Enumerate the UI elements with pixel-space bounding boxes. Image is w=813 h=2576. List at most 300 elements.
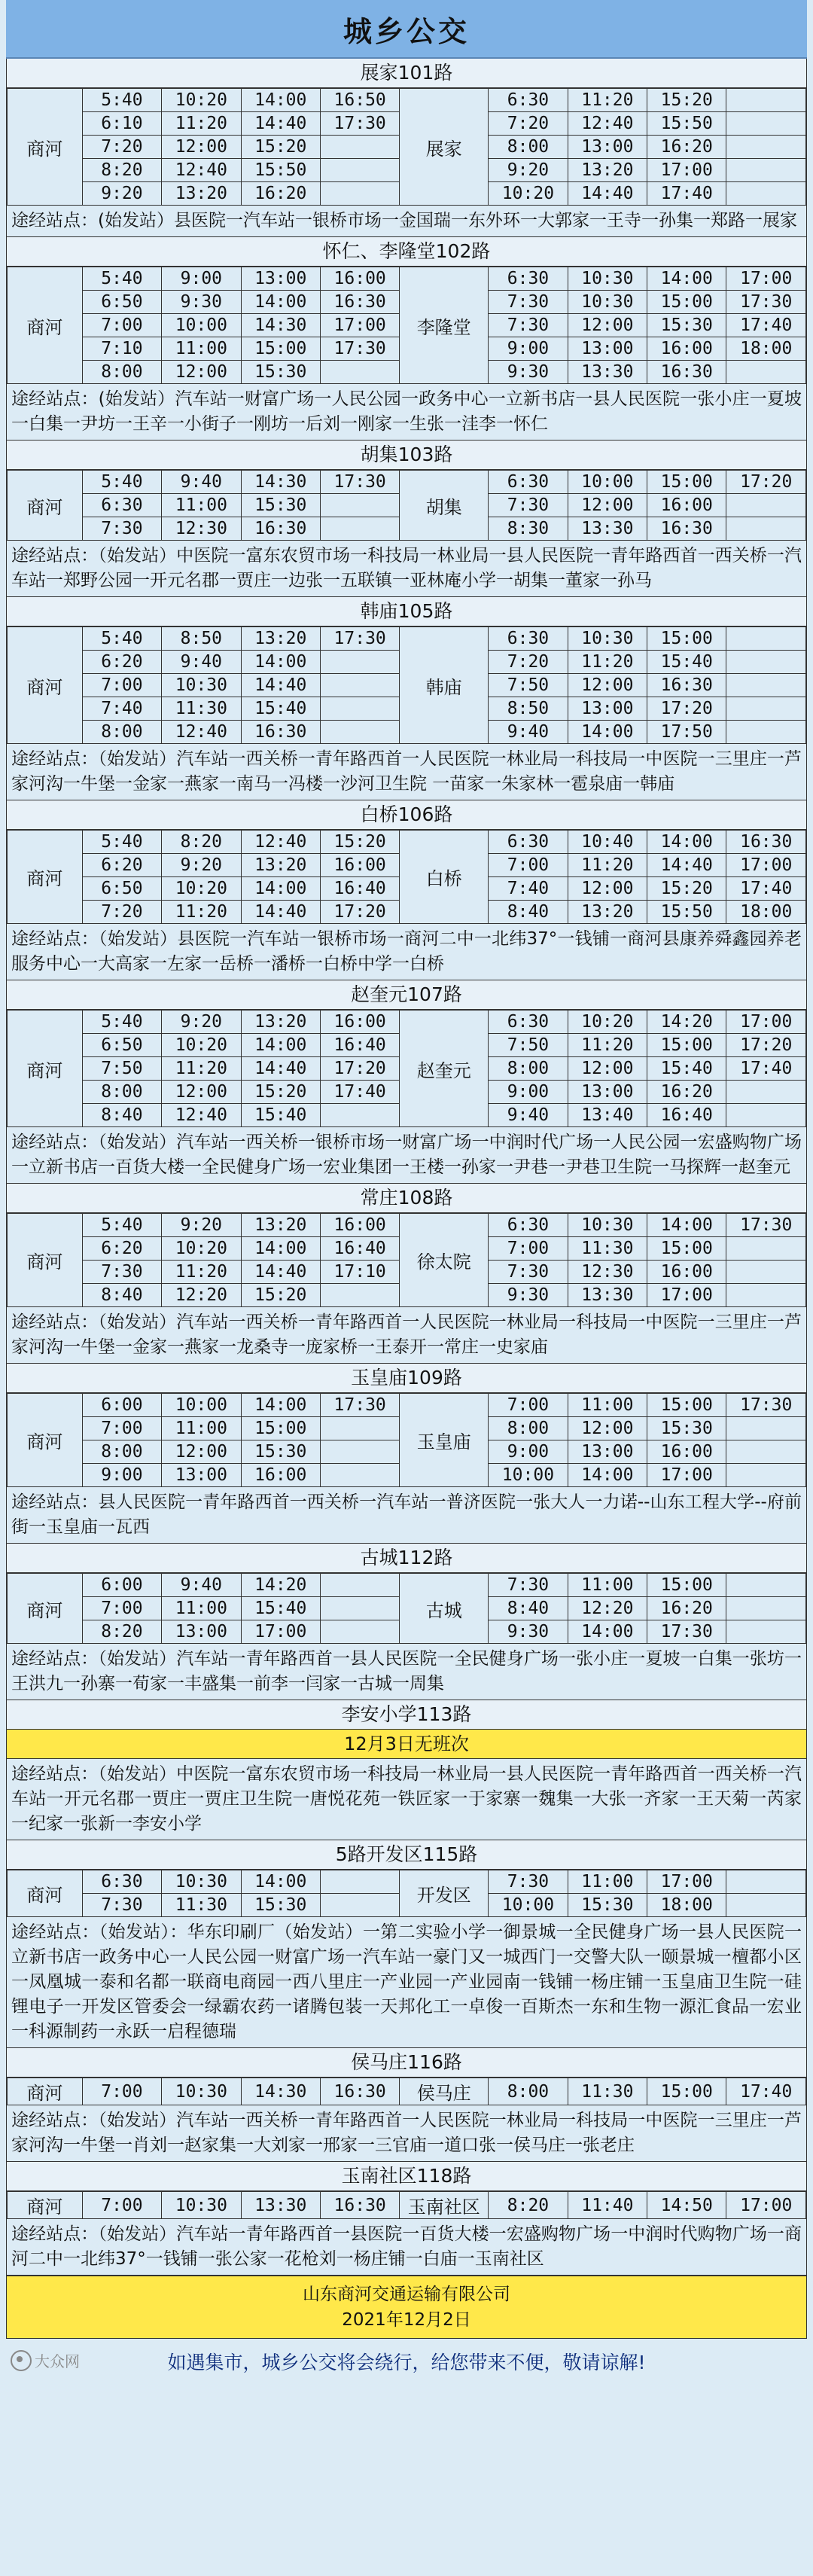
route-title: 古城112路 <box>7 1544 806 1573</box>
stops-label: 途经站点： <box>11 1764 99 1784</box>
stops-list: （始发站）县医院一汽车站一银桥市场一商河二中一北纬37°一钱铺一商河县康养舜鑫园养老服务中心一大高家一左家一岳桥一潘桥一白桥中学一白桥 <box>11 929 802 974</box>
return-time: 16:20 <box>647 136 726 159</box>
route-section <box>6 1364 807 1544</box>
stops-list: （始发站）汽车站一西关桥一青年路西首一人民医院一林业局一科技局一中医院一三里庄一芦家河沟一牛堡一金家一燕家一南马一冯楼一沙河卫生院 一苗家一朱家林一雹泉庙一韩庙 <box>11 749 802 794</box>
return-time: 16:30 <box>726 831 806 854</box>
origin-station: 商河 <box>8 1394 83 1487</box>
return-time: 14:40 <box>647 854 726 877</box>
departure-time: 16:40 <box>320 877 399 901</box>
departure-time <box>320 494 399 517</box>
return-time <box>726 1894 806 1917</box>
stops-label: 途经站点： <box>11 211 98 230</box>
departure-time: 15:00 <box>241 337 320 361</box>
departure-time: 15:20 <box>241 136 320 159</box>
route-section <box>6 1184 807 1364</box>
return-time: 6:30 <box>489 471 568 494</box>
return-time: 15:00 <box>647 1034 726 1057</box>
return-time: 9:00 <box>489 337 568 361</box>
departure-time: 5:40 <box>82 831 161 854</box>
empty-cell <box>726 89 806 112</box>
departure-time: 11:20 <box>162 1057 241 1081</box>
route-title: 怀仁、李隆堂102路 <box>7 237 806 267</box>
empty-cell <box>726 674 806 697</box>
departure-time: 14:50 <box>647 2192 726 2219</box>
stops-label: 途经站点： <box>11 1492 99 1512</box>
timetable <box>7 2191 806 2219</box>
return-time: 12:20 <box>568 1597 647 1620</box>
return-time: 7:00 <box>489 1237 568 1261</box>
return-time: 16:40 <box>647 1104 726 1127</box>
return-time: 6:30 <box>489 1214 568 1237</box>
stops-label: 途经站点： <box>11 2111 99 2130</box>
return-time: 17:00 <box>647 1870 726 1894</box>
timetable-row <box>8 1870 806 1894</box>
return-time: 9:30 <box>489 361 568 384</box>
return-time: 9:30 <box>489 1620 568 1644</box>
empty-cell <box>726 627 806 651</box>
bottom-notice-text: 如遇集市，城乡公交将会绕行，给您带来不便，敬请谅解! <box>167 2352 646 2373</box>
destination-station: 侯马庄 <box>400 2078 489 2105</box>
return-time: 14:00 <box>568 1464 647 1487</box>
return-time <box>726 1261 806 1284</box>
empty-cell <box>726 182 806 206</box>
timetable-row <box>8 267 806 291</box>
return-time: 14:00 <box>647 1214 726 1237</box>
departure-time: 11:30 <box>162 1894 241 1917</box>
return-time: 7:50 <box>489 674 568 697</box>
route-section <box>6 2048 807 2162</box>
departure-time: 15:00 <box>647 2078 726 2105</box>
departure-time: 17:30 <box>320 112 399 136</box>
route-stops <box>7 2219 806 2276</box>
origin-station: 商河 <box>8 1574 83 1644</box>
route-stops <box>7 744 806 800</box>
return-time: 11:20 <box>568 89 647 112</box>
departure-time: 7:20 <box>82 901 161 924</box>
return-time <box>726 1620 806 1644</box>
departure-time <box>320 697 399 721</box>
departure-time <box>320 159 399 182</box>
return-time: 11:20 <box>568 854 647 877</box>
departure-time: 17:40 <box>320 1081 399 1104</box>
return-time: 13:00 <box>568 697 647 721</box>
stops-label: 途经站点： <box>11 389 99 409</box>
departure-time: 15:20 <box>320 831 399 854</box>
departure-time <box>320 1440 399 1464</box>
return-time: 15:00 <box>647 471 726 494</box>
departure-time: 6:20 <box>82 854 161 877</box>
departure-time: 7:50 <box>82 1057 161 1081</box>
route-stops <box>7 2105 806 2162</box>
route-stops <box>7 1644 806 1700</box>
departure-time: 14:40 <box>241 901 320 924</box>
return-time: 7:00 <box>489 1394 568 1417</box>
departure-time <box>320 1620 399 1644</box>
return-time: 14:00 <box>568 1620 647 1644</box>
departure-time: 17:00 <box>320 314 399 337</box>
departure-time: 9:00 <box>82 1464 161 1487</box>
return-time: 8:40 <box>489 901 568 924</box>
departure-time: 8:40 <box>82 1284 161 1307</box>
watermark-text: 大众网 <box>35 2352 80 2370</box>
empty-cell <box>726 112 806 136</box>
route-title: 胡集103路 <box>7 441 806 470</box>
return-time: 17:00 <box>647 159 726 182</box>
return-time <box>726 494 806 517</box>
departure-time: 15:30 <box>241 1440 320 1464</box>
publish-date: 2021年12月2日 <box>342 2310 471 2330</box>
return-time: 13:30 <box>568 517 647 541</box>
departure-time: 6:30 <box>82 1870 161 1894</box>
return-time: 7:30 <box>489 494 568 517</box>
return-time: 15:40 <box>647 651 726 674</box>
return-time <box>726 1104 806 1127</box>
stops-list: （始发站）汽车站一青年路西首一县人民医院一全民健身广场一张小庄一夏坡一白集一张坊一王洪九一孙寨一荀家一丰盛集一前李一闫家一古城一周集 <box>11 1649 802 1693</box>
timetable <box>7 830 806 924</box>
departure-time: 13:30 <box>241 2192 320 2219</box>
departure-time: 12:40 <box>241 831 320 854</box>
origin-station: 商河 <box>8 471 83 541</box>
timetable <box>7 1010 806 1127</box>
stops-label: 途经站点： <box>11 929 99 949</box>
route-section <box>6 800 807 980</box>
timetable-row <box>8 89 806 112</box>
route-title: 韩庙105路 <box>7 597 806 626</box>
return-time: 13:30 <box>568 1284 647 1307</box>
departure-time: 11:00 <box>162 494 241 517</box>
empty-cell <box>726 159 806 182</box>
timetable-row <box>8 1011 806 1034</box>
departure-time: 12:40 <box>162 1104 241 1127</box>
departure-time: 11:20 <box>162 901 241 924</box>
departure-time: 16:30 <box>320 2078 399 2105</box>
departure-time: 14:40 <box>241 1261 320 1284</box>
return-time: 15:40 <box>647 1057 726 1081</box>
timetable <box>7 1870 806 1917</box>
departure-time <box>320 361 399 384</box>
departure-time: 14:00 <box>241 1394 320 1417</box>
departure-time: 9:20 <box>162 1011 241 1034</box>
departure-time: 6:50 <box>82 1034 161 1057</box>
departure-time: 6:50 <box>82 877 161 901</box>
return-time: 17:00 <box>726 267 806 291</box>
departure-time: 9:40 <box>162 651 241 674</box>
return-time: 13:20 <box>568 159 647 182</box>
departure-time: 14:40 <box>241 112 320 136</box>
timetable-row <box>8 831 806 854</box>
departure-time: 14:30 <box>241 471 320 494</box>
departure-time: 5:40 <box>82 471 161 494</box>
timetable-row <box>8 1214 806 1237</box>
return-time: 15:00 <box>647 627 726 651</box>
empty-cell <box>726 651 806 674</box>
departure-time: 12:40 <box>162 159 241 182</box>
departure-time: 16:00 <box>241 1464 320 1487</box>
departure-time: 12:30 <box>162 517 241 541</box>
departure-time: 8:00 <box>82 1081 161 1104</box>
departure-time: 13:20 <box>241 627 320 651</box>
departure-time: 7:40 <box>82 697 161 721</box>
departure-time: 12:40 <box>162 721 241 744</box>
return-time: 10:30 <box>568 627 647 651</box>
route-section <box>6 441 807 597</box>
destination-station: 玉南社区 <box>400 2192 489 2219</box>
departure-time: 10:20 <box>162 1034 241 1057</box>
return-time <box>726 1417 806 1440</box>
return-time <box>726 1870 806 1894</box>
route-section <box>6 1840 807 2048</box>
departure-time: 9:40 <box>162 1574 241 1597</box>
departure-time: 9:30 <box>162 291 241 314</box>
departure-time: 11:20 <box>162 112 241 136</box>
route-stops <box>7 384 806 441</box>
return-time: 17:20 <box>726 1034 806 1057</box>
footer <box>6 2276 807 2339</box>
route-stops <box>7 1917 806 2048</box>
route-title: 常庄108路 <box>7 1184 806 1213</box>
stops-list: （始发站）：华东印刷厂（始发站）一第二实验小学一御景城一全民健身广场一县人民医院一立新书店一政务中心一人民公园一财富广场一汽车站一豪门又一城西门一交警大队一颐景城一檀都小区一凤凰城一泰和名都一联商电商园一西八里庄一产业园一产业园南一钱铺一杨庄铺一玉皇庙卫生院一硅锂电子一开发区管委会一绿霸农药一诸腾包装一天邦化工一卓俊一百斯杰一东和生物一源汇食品一宏业一科源制药一永跃一启程德瑞 <box>11 1922 802 2041</box>
return-time: 14:20 <box>647 1011 726 1034</box>
departure-time: 6:00 <box>82 1394 161 1417</box>
route-section <box>6 59 807 237</box>
departure-time <box>320 1104 399 1127</box>
departure-time: 12:00 <box>162 1081 241 1104</box>
departure-time: 17:20 <box>320 901 399 924</box>
return-time: 9:00 <box>489 1440 568 1464</box>
route-section <box>6 2162 807 2276</box>
return-time: 13:30 <box>568 361 647 384</box>
departure-time: 15:30 <box>241 1894 320 1917</box>
route-section <box>6 1544 807 1700</box>
return-time: 10:00 <box>489 1894 568 1917</box>
return-time: 10:30 <box>568 267 647 291</box>
departure-time <box>320 651 399 674</box>
departure-time: 7:10 <box>82 337 161 361</box>
departure-time: 8:00 <box>82 721 161 744</box>
departure-time: 14:30 <box>241 2078 320 2105</box>
departure-time: 7:00 <box>82 674 161 697</box>
return-time: 8:00 <box>489 1057 568 1081</box>
departure-time: 14:00 <box>241 89 320 112</box>
timetable-row <box>8 1574 806 1597</box>
departure-time: 11:30 <box>162 697 241 721</box>
destination-station: 白桥 <box>400 831 489 924</box>
departure-time: 17:10 <box>320 1261 399 1284</box>
return-time <box>726 1597 806 1620</box>
return-time: 8:40 <box>489 1597 568 1620</box>
return-time: 17:00 <box>726 1011 806 1034</box>
timetable <box>7 1393 806 1487</box>
return-time: 15:00 <box>647 1394 726 1417</box>
timetable <box>7 267 806 384</box>
return-time: 12:00 <box>568 494 647 517</box>
return-time: 11:00 <box>568 1870 647 1894</box>
return-time: 9:30 <box>489 1284 568 1307</box>
return-time: 13:40 <box>568 1104 647 1127</box>
destination-station: 开发区 <box>400 1870 489 1917</box>
return-time: 7:20 <box>489 651 568 674</box>
return-time: 9:00 <box>489 1081 568 1104</box>
stops-list: （始发站）汽车站一西关桥一银桥市场一财富广场一中润时代广场一人民公园一宏盛购物广场一立新书店一百货大楼一全民健身广场一宏业集团一王楼一孙家一尹巷一尹巷卫生院一马探辉一赵奎元 <box>11 1133 802 1177</box>
route-notice: 12月3日无班次 <box>7 1730 806 1759</box>
empty-cell <box>726 721 806 744</box>
departure-time: 11:00 <box>162 1417 241 1440</box>
route-section <box>6 597 807 800</box>
return-time: 16:20 <box>647 1081 726 1104</box>
return-time: 17:30 <box>726 291 806 314</box>
return-time: 15:00 <box>647 1574 726 1597</box>
return-time: 16:20 <box>647 1597 726 1620</box>
return-time: 15:50 <box>647 112 726 136</box>
route-title: 5路开发区115路 <box>7 1840 806 1870</box>
departure-time: 17:00 <box>241 1620 320 1644</box>
departure-time: 7:30 <box>82 517 161 541</box>
departure-time: 14:00 <box>241 877 320 901</box>
departure-time <box>320 1870 399 1894</box>
departure-time: 8:20 <box>162 831 241 854</box>
origin-station: 商河 <box>8 2192 83 2219</box>
return-time: 17:00 <box>726 854 806 877</box>
departure-time: 10:20 <box>162 1237 241 1261</box>
departure-time: 7:30 <box>82 1261 161 1284</box>
destination-station: 赵奎元 <box>400 1011 489 1127</box>
departure-time: 8:40 <box>82 1104 161 1127</box>
departure-time <box>320 1894 399 1917</box>
return-time: 12:00 <box>568 674 647 697</box>
departure-time <box>320 1417 399 1440</box>
departure-time <box>320 1574 399 1597</box>
departure-time: 7:00 <box>82 2078 161 2105</box>
departure-time: 16:40 <box>320 1034 399 1057</box>
departure-time: 16:30 <box>320 2192 399 2219</box>
return-time: 15:30 <box>568 1894 647 1917</box>
departure-time: 17:30 <box>320 627 399 651</box>
departure-time: 11:30 <box>568 2078 647 2105</box>
return-time: 9:40 <box>489 1104 568 1127</box>
return-time: 18:00 <box>726 337 806 361</box>
destination-station: 展家 <box>400 89 489 206</box>
departure-time: 14:00 <box>241 1034 320 1057</box>
return-time: 12:00 <box>568 314 647 337</box>
return-time: 8:00 <box>489 136 568 159</box>
departure-time: 14:30 <box>241 314 320 337</box>
return-time: 18:00 <box>647 1894 726 1917</box>
return-time: 12:00 <box>568 877 647 901</box>
return-time: 17:00 <box>647 1284 726 1307</box>
origin-station: 商河 <box>8 1214 83 1307</box>
destination-station: 古城 <box>400 1574 489 1644</box>
departure-time: 16:30 <box>241 721 320 744</box>
return-time: 13:20 <box>568 901 647 924</box>
return-time: 17:20 <box>647 697 726 721</box>
stops-label: 途经站点： <box>11 2224 99 2244</box>
return-time <box>726 517 806 541</box>
departure-time: 17:00 <box>726 2192 806 2219</box>
empty-cell <box>726 136 806 159</box>
departure-time: 16:40 <box>320 1237 399 1261</box>
return-time: 14:00 <box>647 267 726 291</box>
return-time: 16:00 <box>647 1261 726 1284</box>
departure-time: 7:00 <box>82 1597 161 1620</box>
route-title: 李安小学113路 <box>7 1700 806 1730</box>
departure-time: 16:00 <box>320 1214 399 1237</box>
stops-label: 途经站点： <box>11 546 99 566</box>
timetable-row <box>8 471 806 494</box>
departure-time: 11:40 <box>568 2192 647 2219</box>
destination-station: 李隆堂 <box>400 267 489 384</box>
bottom-notice <box>6 2339 807 2384</box>
return-time: 7:30 <box>489 1870 568 1894</box>
departure-time <box>320 1464 399 1487</box>
departure-time: 7:00 <box>82 2192 161 2219</box>
return-time: 6:30 <box>489 627 568 651</box>
return-time: 15:30 <box>647 1417 726 1440</box>
departure-time: 9:20 <box>82 182 161 206</box>
destination-station: 韩庙 <box>400 627 489 744</box>
departure-time: 9:40 <box>162 471 241 494</box>
departure-time: 10:00 <box>162 314 241 337</box>
departure-time <box>320 136 399 159</box>
stops-list: （始发站）汽车站一西关桥一青年路西首一人民医院一林业局一科技局一中医院一三里庄一芦家河沟一牛堡一金家一燕家一龙桑寺一庞家桥一王泰开一常庄一史家庙 <box>11 1312 802 1357</box>
departure-time: 13:20 <box>241 1011 320 1034</box>
return-time <box>726 361 806 384</box>
return-time: 13:00 <box>568 337 647 361</box>
return-time: 16:30 <box>647 674 726 697</box>
return-time: 10:00 <box>568 471 647 494</box>
destination-station: 玉皇庙 <box>400 1394 489 1487</box>
departure-time: 15:40 <box>241 1104 320 1127</box>
departure-time: 14:00 <box>241 1237 320 1261</box>
departure-time: 16:30 <box>241 517 320 541</box>
departure-time: 12:00 <box>162 136 241 159</box>
return-time: 7:40 <box>489 877 568 901</box>
departure-time: 6:30 <box>82 494 161 517</box>
timetable <box>7 470 806 541</box>
route-title: 侯马庄116路 <box>7 2048 806 2078</box>
route-section <box>6 1700 807 1840</box>
origin-station: 商河 <box>8 831 83 924</box>
return-time: 12:30 <box>568 1261 647 1284</box>
timetable-row <box>8 1394 806 1417</box>
return-time: 9:40 <box>489 721 568 744</box>
departure-time: 16:30 <box>320 291 399 314</box>
stops-label: 途经站点： <box>11 1133 99 1152</box>
origin-station: 商河 <box>8 267 83 384</box>
return-time: 7:20 <box>489 112 568 136</box>
return-time <box>726 1237 806 1261</box>
departure-time: 7:00 <box>82 1417 161 1440</box>
route-title: 展家101路 <box>7 59 806 88</box>
return-time: 13:00 <box>568 1081 647 1104</box>
departure-time: 17:30 <box>320 471 399 494</box>
departure-time: 8:20 <box>82 1620 161 1644</box>
return-time: 11:20 <box>568 651 647 674</box>
return-time: 13:00 <box>568 1440 647 1464</box>
departure-time: 15:20 <box>241 1081 320 1104</box>
return-time: 16:30 <box>647 361 726 384</box>
company-name: 山东商河交通运输有限公司 <box>303 2285 510 2304</box>
timetable-row <box>8 2192 806 2219</box>
departure-time: 10:30 <box>162 2192 241 2219</box>
return-time: 17:30 <box>726 1394 806 1417</box>
return-time: 14:00 <box>568 721 647 744</box>
route-stops <box>7 1759 806 1840</box>
return-time: 17:30 <box>647 1620 726 1644</box>
routes-container <box>6 59 807 2276</box>
departure-time: 5:40 <box>82 89 161 112</box>
route-title: 玉皇庙109路 <box>7 1364 806 1393</box>
departure-time: 5:40 <box>82 267 161 291</box>
